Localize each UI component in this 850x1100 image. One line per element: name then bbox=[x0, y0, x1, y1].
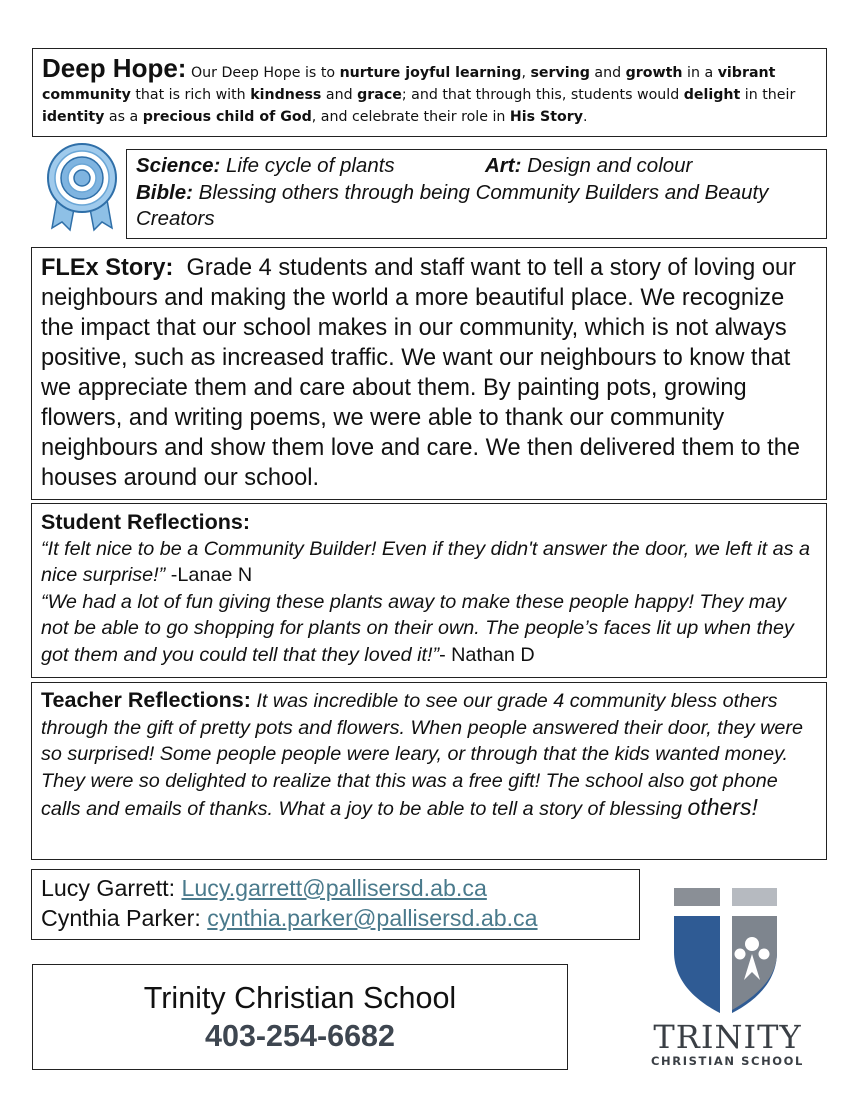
deep-hope-segment: in a bbox=[682, 65, 718, 81]
science-label: Science: bbox=[136, 154, 221, 177]
deep-hope-segment: ; and that through this, students would bbox=[401, 87, 684, 103]
flex-story-box bbox=[31, 247, 827, 500]
deep-hope-emphasis: kindness bbox=[250, 87, 322, 103]
logo-wordmark: TRINITY bbox=[653, 1018, 802, 1056]
bible-text: Blessing others through being Community Builders and Beauty Creators bbox=[136, 180, 769, 230]
deep-hope-emphasis: delight bbox=[683, 87, 741, 103]
logo-subline: CHRISTIAN SCHOOL bbox=[651, 1054, 804, 1068]
flex-story-text: Grade 4 students and staff want to tell a story of loving our neighbours and making the world a more beautiful place. We recognize the impact that our school makes in our community, which is not always positive, such as increased traffic. We want our neighbours to know that we appreciate them and care about them. By painting pots, growing flowers, and writing poems, we were able to thank our community neighbours and show them love and care. We then delivered them to the houses around our school. bbox=[41, 255, 800, 491]
deep-hope-emphasis: growth bbox=[625, 65, 683, 81]
student-quote bbox=[41, 589, 817, 669]
deep-hope-segment: and bbox=[589, 65, 626, 81]
teacher-reflections-text: It was incredible to see our grade 4 community bless others through the gift of pretty pots and flowers. When people answered their door, they were so surprised! Some people people were leary, or through that the kids wanted money. They were so delighted to realize that this was a free gift! The school also got phone calls and emails of thanks. What a joy to be able to tell a story of blessing bbox=[41, 690, 804, 821]
student-quote bbox=[41, 536, 817, 589]
school-logo bbox=[640, 884, 815, 1074]
school-info-box bbox=[32, 964, 568, 1070]
deep-hope-box bbox=[32, 48, 827, 137]
deep-hope-segment: Our Deep Hope is to bbox=[190, 65, 340, 81]
student-quote-text: “We had a lot of fun giving these plants away to make these people happy! They may not be able to go shopping for plants on their own. The people’s faces lit up when they got them and you could tell that they loved it!” bbox=[41, 590, 794, 666]
curriculum-topics-box bbox=[126, 149, 827, 239]
student-reflections-title: Student Reflections: bbox=[41, 510, 251, 534]
contact-email-link[interactable]: cynthia.parker@pallisersd.ab.ca bbox=[207, 905, 538, 931]
student-quote-author: -Lanae N bbox=[165, 564, 253, 586]
art-line bbox=[485, 153, 692, 180]
bible-label: Bible: bbox=[136, 180, 193, 204]
school-name: Trinity Christian School bbox=[143, 981, 457, 1015]
science-line bbox=[136, 153, 817, 180]
deep-hope-segment: as a bbox=[104, 109, 143, 125]
deep-hope-segment: in their bbox=[740, 87, 796, 103]
art-text: Design and colour bbox=[527, 154, 693, 177]
deep-hope-emphasis: vibrant community bbox=[42, 65, 776, 103]
student-quote-text: “It felt nice to be a Community Builder! Even if they didn't answer the door, we left it as a nice surprise!” bbox=[41, 537, 811, 586]
deep-hope-emphasis: serving bbox=[530, 65, 590, 81]
deep-hope-segment: that is rich with bbox=[130, 87, 251, 103]
deep-hope-segment: and bbox=[321, 87, 358, 103]
contacts-box bbox=[31, 869, 640, 940]
contact-name: Cynthia Parker: bbox=[41, 905, 208, 931]
deep-hope-emphasis: precious child of God bbox=[142, 109, 312, 125]
shield-cross-icon bbox=[640, 884, 815, 1019]
deep-hope-title: Deep Hope: bbox=[42, 53, 187, 83]
deep-hope-emphasis: nurture joyful learning bbox=[339, 65, 522, 81]
deep-hope-segment: , and celebrate their role in bbox=[311, 109, 510, 125]
teacher-reflections-box bbox=[31, 682, 827, 860]
deep-hope-emphasis: grace bbox=[357, 87, 402, 103]
teacher-reflections-title: Teacher Reflections: bbox=[41, 688, 251, 712]
contact-line bbox=[41, 873, 630, 903]
contact-email-link[interactable]: Lucy.garrett@pallisersd.ab.ca bbox=[181, 875, 487, 901]
target-ribbon-icon bbox=[44, 142, 120, 234]
flex-story-title: FLEx Story: bbox=[41, 255, 174, 281]
bible-line bbox=[136, 180, 817, 233]
student-quote-author: - Nathan D bbox=[439, 643, 535, 666]
deep-hope-emphasis: His Story bbox=[509, 109, 584, 125]
deep-hope-emphasis: identity bbox=[42, 109, 105, 125]
deep-hope-segment: , bbox=[521, 65, 531, 81]
teacher-reflections-text-end: others! bbox=[687, 794, 758, 821]
art-label: Art: bbox=[485, 154, 522, 177]
contact-name: Lucy Garrett: bbox=[41, 875, 182, 901]
school-phone: 403-254-6682 bbox=[205, 1019, 395, 1053]
student-reflections-box bbox=[31, 503, 827, 678]
science-text: Life cycle of plants bbox=[226, 154, 395, 177]
deep-hope-segment: . bbox=[583, 109, 588, 125]
contact-line bbox=[41, 903, 630, 933]
